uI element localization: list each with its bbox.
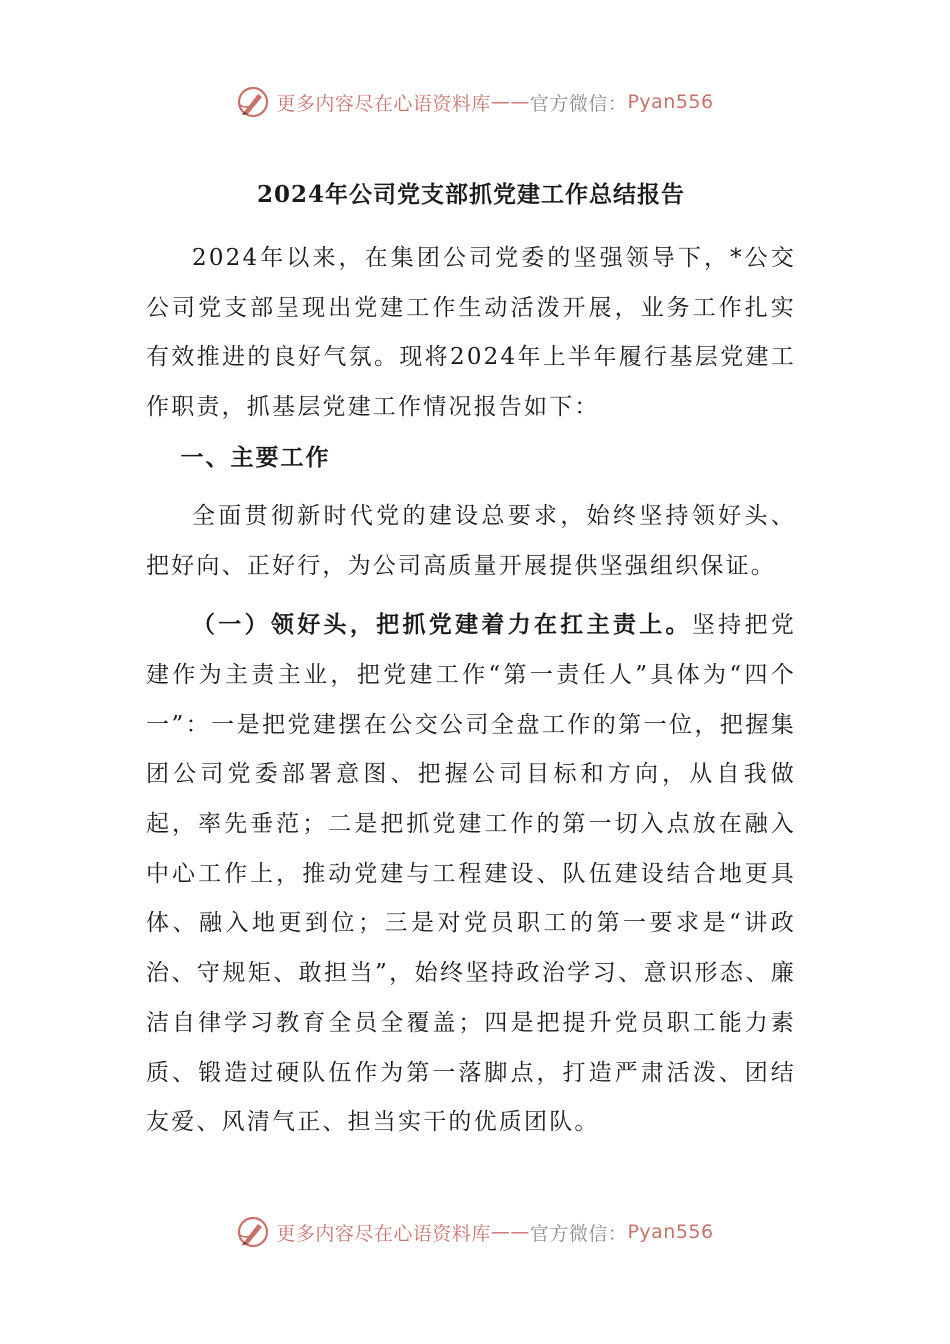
watermark-header (0, 82, 950, 122)
watermark-label: 官方微信： (529, 1222, 628, 1245)
watermark-footer (0, 1212, 950, 1252)
pen-circle-icon (236, 85, 270, 119)
watermark-id: Pyan556 (627, 91, 714, 113)
document-title: 2024年公司党支部抓党建工作总结报告 (256, 181, 685, 208)
watermark-label: 官方微信： (529, 92, 628, 115)
intro-paragraph: 2024年以来，在集团公司党委的坚强领导下，*公交公司党支部呈现出党建工作生动活泼开展，业务工作扎实有效推进的良好气氛。现将2024年上半年履行基层党建工作职责，抓基层党建工作情况报告如下： (146, 245, 796, 421)
pen-circle-icon (236, 1215, 270, 1249)
document-body (146, 170, 796, 1148)
watermark-brand: 更多内容尽在心语资料库 (276, 92, 491, 115)
item-one-paragraph (146, 600, 796, 1148)
watermark-dash: —— (490, 1221, 530, 1243)
item-one-lead: （一）领好头，把抓党建着力在扛主责上。 (192, 611, 692, 639)
watermark-id: Pyan556 (627, 1221, 714, 1243)
item-one-body: 坚持把党建作为主责主业，把党建工作“第一责任人”具体为“四个一”：一是把党建摆在公交公司全盘工作的第一位，把握集团公司党委部署意图、把握公司目标和方向，从自我做起，率先垂范；二是把抓党建工作的第一切入点放在融入中心工作上，推动党建与工程建设、队伍建设结合地更具体、融入地更到位；三是对党员职工的第一要求是“讲政治、守规矩、敢担当”，始终坚持政治学习、意识形态、廉洁自律学习教育全员全覆盖；四是把提升党员职工能力素质、锻造过硬队伍作为第一落脚点，打造严肃活泼、团结友爱、风清气正、担当实干的优质团队。 (146, 612, 796, 1136)
watermark-brand: 更多内容尽在心语资料库 (276, 1222, 491, 1245)
watermark-dash: —— (490, 91, 530, 113)
section-summary-paragraph: 全面贯彻新时代党的建设总要求，始终坚持领好头、把好向、正好行，为公司高质量开展提供坚强组织保证。 (146, 502, 796, 579)
section-heading-main-work: 一、主要工作 (180, 443, 331, 471)
